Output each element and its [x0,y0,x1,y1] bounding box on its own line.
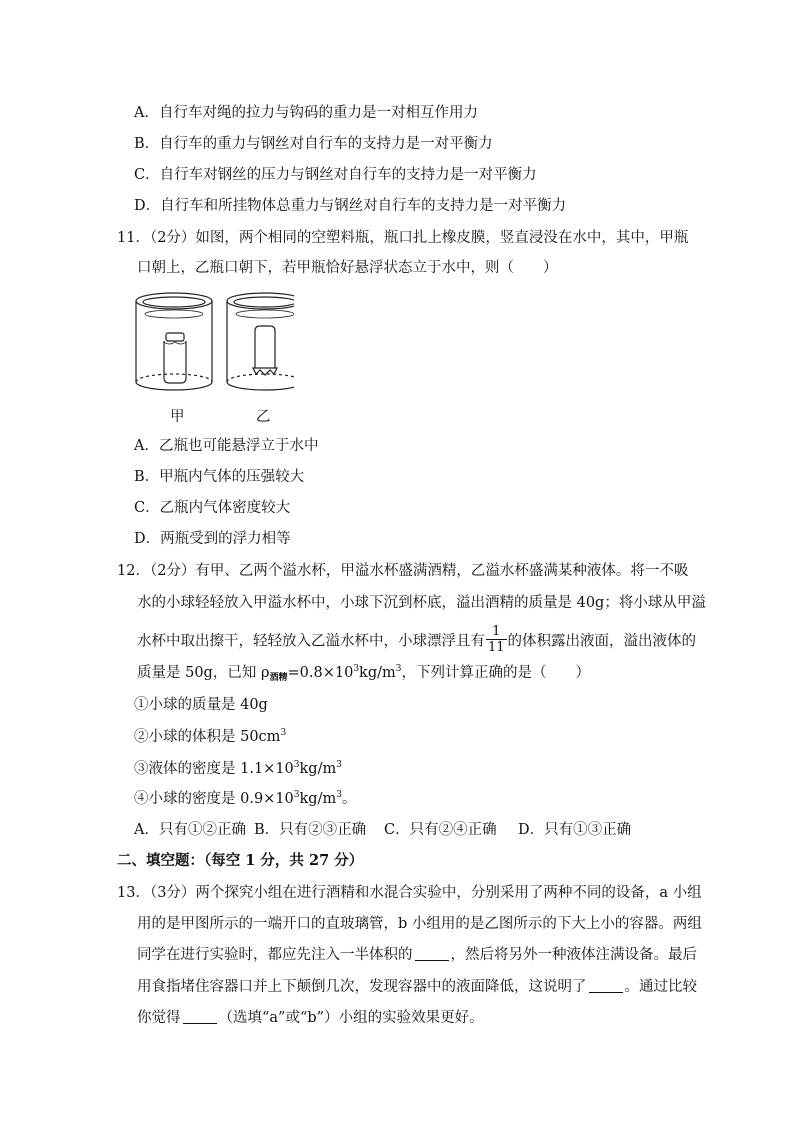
q12-option-c: C．只有②④正确 [384,822,497,838]
q13-stem-line3 [137,945,697,965]
q13-line3-b: ，然后将另外一种液体注满设备。最后 [450,947,697,963]
q10-option-a: A．自行车对绳的拉力与钩码的重力是一对相互作用力 [134,105,478,121]
q12-stem-line3 [137,626,696,657]
section-title: 二、填空题：（每空 1 分，共 27 分） [117,852,364,869]
q12-option-b: B．只有②③正确 [254,822,367,838]
q11-stem-line1: 11．（2分）如图，两个相同的空塑料瓶，瓶口扎上橡皮膜，竖直浸没在水中，其中，甲瓶 [117,230,689,246]
stmt2-text: ②小球的体积是 50cm [134,729,281,745]
q13-line4-b: 。通过比较 [624,979,697,995]
q12-option-d: D．只有①③正确 [518,822,632,838]
answer-blank-1[interactable] [415,946,449,961]
q11-option-c: C．乙瓶内气体密度较大 [134,500,291,516]
q13-line5-a: 你觉得 [137,1010,181,1026]
answer-blank-3[interactable] [183,1009,217,1024]
beaker-jia [136,293,212,390]
exponent: 3 [395,664,402,674]
rho-subscript: 酒精 [269,673,288,683]
q13-stem-line2: 用的是甲图所示的一端开口的直玻璃管，b 小组用的是乙图所示的下大上小的容器。两组 [137,916,702,932]
q12-line4-a: 质量是 50g，已知 ρ [137,665,270,681]
q11-option-d: D．两瓶受到的浮力相等 [134,531,291,547]
q10-option-d: D．自行车和所挂物体总重力与钢丝对自行车的支持力是一对平衡力 [134,198,567,214]
exponent: 3 [336,760,342,770]
q13-stem-line1: 13．（3分）两个探究小组在进行酒精和水混合实验中，分别采用了两种不同的设备，a 小组 [117,885,702,901]
stmt4-text-b: kg/m [299,791,337,807]
stmt4-text-a: ④小球的密度是 0.9×10 [134,791,294,807]
q13-line5-b: （选填“a”或“b”）小组的实验效果更好。 [218,1010,484,1026]
q13-line3-a: 同学在进行实验时，都应先注入一半体积的 [137,947,413,963]
fraction [486,624,507,655]
q13-stem-line4 [137,977,697,997]
stmt4-text-c: 。 [341,791,357,807]
q12-statement-2 [134,727,286,747]
q12-stem-line2: 水的小球轻轻放入甲溢水杯中，小球下沉到杯底，溢出酒精的质量是 40g；将小球从甲溢 [137,595,706,611]
q13-line4-a: 用食指堵住容器口并上下颠倒几次，发现容器中的液面降低，这说明了 [137,979,587,995]
exponent: 3 [280,728,287,738]
q10-option-c: C．自行车对钢丝的压力与钢丝对自行车的支持力是一对平衡力 [134,167,537,183]
q12-stem-line1: 12．（2分）有甲、乙两个溢水杯，甲溢水杯盛满酒精，乙溢水杯盛满某种液体。将一不吸 [117,563,689,579]
exponent: 3 [353,664,360,674]
exponent: 3 [293,790,300,800]
q12-line3-text-b: 的体积露出液面，溢出液体的 [507,633,697,650]
exponent: 3 [293,760,300,770]
q12-line4-b: =0.8×10 [287,665,354,681]
stmt3-text-b: kg/m [299,761,337,777]
figure-label-jia: 甲 [170,409,185,425]
fraction-denominator: 11 [488,640,505,655]
q11-stem-line2: 口朝上，乙瓶口朝下，若甲瓶恰好悬浮状态立于水中，则（ ） [137,260,558,276]
stmt3-text-a: ③液体的密度是 1.1×10 [134,761,294,777]
q13-stem-line5 [137,1008,484,1028]
figure-label-yi: 乙 [256,409,271,425]
q12-statement-4 [134,789,356,809]
q12-statement-1: ①小球的质量是 40g [134,697,268,713]
q12-line4-d: ，下列计算正确的是（ ） [401,665,590,681]
exponent: 3 [336,790,342,800]
q12-statement-3 [134,759,342,779]
q12-line4-c: kg/m [359,665,396,681]
answer-blank-2[interactable] [589,978,623,993]
q10-option-b: B．自行车的重力与钢丝对自行车的支持力是一对平衡力 [134,136,493,152]
q11-option-a: A．乙瓶也可能悬浮立于水中 [134,438,319,454]
q12-line3-text-a: 水杯中取出擦干，轻轻放入乙溢水杯中，小球漂浮且有 [137,633,485,650]
q11-option-b: B．甲瓶内气体的压强较大 [134,469,305,485]
fraction-numerator: 1 [486,624,507,640]
q12-stem-line4 [137,663,590,688]
q12-option-a: A．只有①②正确 [134,822,246,838]
beaker-yi [227,293,294,390]
